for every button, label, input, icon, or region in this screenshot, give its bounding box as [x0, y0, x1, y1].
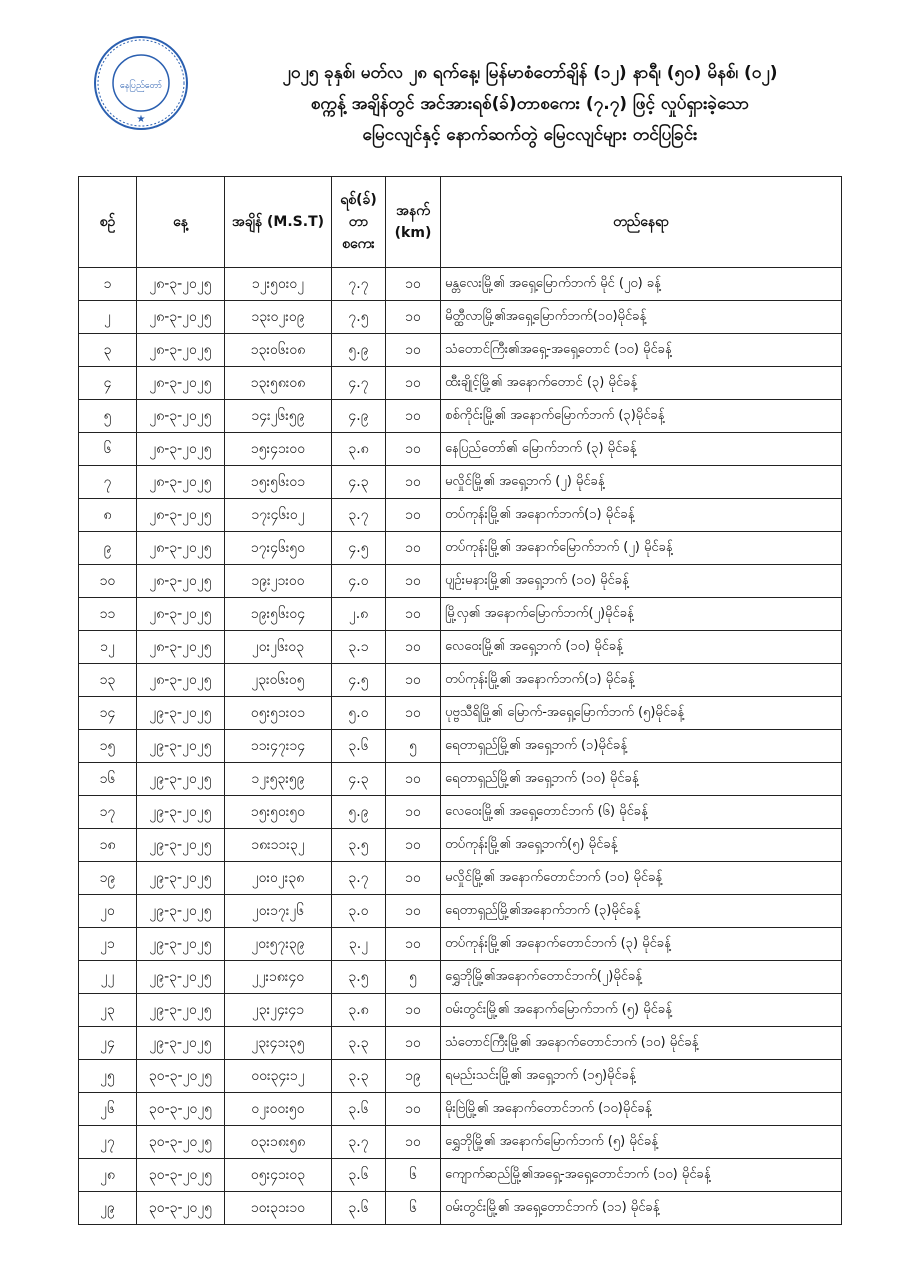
cell-location: တပ်ကုန်းမြို့၏ အနောက်ဘက်(၁) မိုင်ခန့်: [441, 664, 842, 697]
header-magnitude-line-3: စကေး: [342, 236, 375, 252]
official-seal: [92, 34, 190, 132]
cell-no: ၁၃: [79, 664, 137, 697]
cell-depth: ၅: [386, 730, 441, 763]
cell-magnitude: ၄.၉: [332, 400, 386, 433]
cell-time: ၀၅း၅၁း၀၁: [225, 697, 332, 730]
cell-date: ၂၉-၃-၂၀၂၅: [137, 895, 225, 928]
cell-date: ၃၀-၃-၂၀၂၅: [137, 1126, 225, 1159]
cell-location: ရေတာရှည်မြို့၏ အရှေ့ဘက် (၁၀) မိုင်ခန့်: [441, 763, 842, 796]
cell-magnitude: ၃.၆: [332, 1093, 386, 1126]
header-depth-line-1: အနက်: [396, 203, 430, 219]
title-line-2: စက္ကန့် အချိန်တွင် အင်အားရစ်(ခ်)တာစကေး (၇.၇) ဖြင့် လှုပ်ရှားခဲ့သော: [310, 94, 750, 114]
cell-magnitude: ၅.၉: [332, 334, 386, 367]
table-row: [79, 763, 842, 796]
cell-no: ၂: [79, 301, 137, 334]
table-row: [79, 928, 842, 961]
svg-text:★: ★: [136, 114, 146, 125]
cell-depth: ၁၀: [386, 994, 441, 1027]
cell-depth: ၆: [386, 1192, 441, 1225]
cell-no: ၃: [79, 334, 137, 367]
cell-depth: ၁၀: [386, 532, 441, 565]
cell-location: သံတောင်ကြီးမြို့၏ အနောက်တောင်ဘက် (၁၀) မိုင်ခန့်: [441, 1027, 842, 1060]
cell-no: ၂၂: [79, 961, 137, 994]
cell-magnitude: ၂.၈: [332, 598, 386, 631]
table-row: [79, 664, 842, 697]
cell-magnitude: ၃.၃: [332, 1060, 386, 1093]
cell-time: ၀၂း၀၀း၅၀: [225, 1093, 332, 1126]
cell-no: ၂၇: [79, 1126, 137, 1159]
cell-location: နေပြည်တော်၏ မြောက်ဘက် (၃) မိုင်ခန့်: [441, 433, 842, 466]
seal-center-text: နေပြည်တော်: [119, 81, 163, 91]
cell-location: ပုဗ္ဗသီရိမြို့၏ မြောက်-အရှေ့မြောက်ဘက် (၅)မိုင်ခန့်: [441, 697, 842, 730]
cell-magnitude: ၃.၀: [332, 895, 386, 928]
cell-no: ၁၄: [79, 697, 137, 730]
cell-time: ၂၂း၁၈း၄၀: [225, 961, 332, 994]
cell-time: ၂၃း၀၆း၀၅: [225, 664, 332, 697]
cell-depth: ၁၀: [386, 829, 441, 862]
cell-location: ကျောက်ဆည်မြို့၏အရှေ့-အရှေ့တောင်ဘက် (၁၀) မိုင်ခန့်: [441, 1159, 842, 1192]
cell-date: ၂၉-၃-၂၀၂၅: [137, 994, 225, 1027]
header-magnitude-line-1: ရစ်(ခ်): [340, 192, 377, 208]
cell-no: ၂၆: [79, 1093, 137, 1126]
cell-time: ၁၂း၅၃း၅၉: [225, 763, 332, 796]
cell-depth: ၁၀: [386, 565, 441, 598]
cell-time: ၀၀း၃၄း၁၂: [225, 1060, 332, 1093]
cell-magnitude: ၄.၅: [332, 664, 386, 697]
cell-depth: ၁၀: [386, 367, 441, 400]
cell-date: ၂၈-၃-၂၀၂၅: [137, 631, 225, 664]
cell-time: ၂၃း၄၁း၃၅: [225, 1027, 332, 1060]
cell-magnitude: ၇.၅: [332, 301, 386, 334]
cell-time: ၁၃း၀၆း၀၈: [225, 334, 332, 367]
cell-time: ၁၈း၁၁း၃၂: [225, 829, 332, 862]
cell-no: ၂၁: [79, 928, 137, 961]
cell-date: ၂၈-၃-၂၀၂၅: [137, 598, 225, 631]
cell-date: ၂၉-၃-၂၀၂၅: [137, 763, 225, 796]
cell-time: ၁၅း၅၆း၀၁: [225, 466, 332, 499]
cell-time: ၁၉း၅၆း၀၄: [225, 598, 332, 631]
cell-location: တပ်ကုန်းမြို့၏ အနောက်တောင်ဘက် (၃) မိုင်ခန့်: [441, 928, 842, 961]
cell-no: ၁၅: [79, 730, 137, 763]
cell-no: ၁: [79, 268, 137, 301]
cell-time: ၁၇း၄၆း၀၂: [225, 499, 332, 532]
cell-date: ၂၉-၃-၂၀၂၅: [137, 697, 225, 730]
cell-location: တပ်ကုန်းမြို့၏ အရှေ့ဘက်(၅) မိုင်ခန့်: [441, 829, 842, 862]
cell-magnitude: ၃.၆: [332, 1192, 386, 1225]
cell-time: ၁၃း၀၂း၀၉: [225, 301, 332, 334]
cell-no: ၂၅: [79, 1060, 137, 1093]
cell-location: စစ်ကိုင်းမြို့၏ အနောက်မြောက်ဘက် (၃)မိုင်ခန့်: [441, 400, 842, 433]
cell-depth: ၁၀: [386, 1126, 441, 1159]
cell-date: ၂၈-၃-၂၀၂၅: [137, 532, 225, 565]
cell-depth: ၁၀: [386, 763, 441, 796]
table-row: [79, 301, 842, 334]
cell-depth: ၁၀: [386, 664, 441, 697]
cell-date: ၂၉-၃-၂၀၂၅: [137, 796, 225, 829]
table-row: [79, 1093, 842, 1126]
table-row: [79, 1126, 842, 1159]
cell-location: တပ်ကုန်းမြို့၏ အနောက်ဘက်(၁) မိုင်ခန့်: [441, 499, 842, 532]
table-row: [79, 499, 842, 532]
table-row: [79, 1027, 842, 1060]
header-date: နေ့: [137, 177, 225, 268]
cell-date: ၃၀-၃-၂၀၂၅: [137, 1093, 225, 1126]
table-row: [79, 367, 842, 400]
cell-no: ၈: [79, 499, 137, 532]
cell-no: ၇: [79, 466, 137, 499]
cell-depth: ၁၀: [386, 334, 441, 367]
cell-depth: ၆: [386, 1159, 441, 1192]
cell-magnitude: ၃.၆: [332, 1159, 386, 1192]
table-row: [79, 268, 842, 301]
cell-no: ၁၁: [79, 598, 137, 631]
cell-depth: ၁၀: [386, 796, 441, 829]
cell-depth: ၅: [386, 961, 441, 994]
cell-date: ၂၈-၃-၂၀၂၅: [137, 334, 225, 367]
cell-date: ၂၈-၃-၂၀၂၅: [137, 400, 225, 433]
cell-depth: ၁၀: [386, 895, 441, 928]
cell-no: ၂၈: [79, 1159, 137, 1192]
cell-time: ၁၉း၂၁း၀၀: [225, 565, 332, 598]
cell-depth: ၁၀: [386, 697, 441, 730]
cell-magnitude: ၃.၁: [332, 631, 386, 664]
cell-time: ၁၂း၅၀း၀၂: [225, 268, 332, 301]
table-row: [79, 400, 842, 433]
cell-no: ၂၄: [79, 1027, 137, 1060]
cell-time: ၂၀း၂၆း၀၃: [225, 631, 332, 664]
table-row: [79, 433, 842, 466]
cell-date: ၃၀-၃-၂၀၂၅: [137, 1159, 225, 1192]
cell-depth: ၁၀: [386, 268, 441, 301]
cell-date: ၃၀-၃-၂၀၂၅: [137, 1192, 225, 1225]
cell-location: မိတ္ထီလာမြို့၏အရှေ့မြောက်ဘက်(၁၀)မိုင်ခန့်: [441, 301, 842, 334]
cell-magnitude: ၃.၆: [332, 730, 386, 763]
cell-date: ၂၈-၃-၂၀၂၅: [137, 466, 225, 499]
header-time: အချိန် (M.S.T): [225, 177, 332, 268]
header-location: တည်နေရာ: [441, 177, 842, 268]
earthquake-table: [78, 176, 842, 1225]
cell-date: ၂၉-၃-၂၀၂၅: [137, 1027, 225, 1060]
cell-time: ၁၀း၃၁း၁၀: [225, 1192, 332, 1225]
cell-no: ၂၃: [79, 994, 137, 1027]
cell-location: ဝမ်းတွင်းမြို့၏ အနောက်မြောက်ဘက် (၅) မိုင်ခန့်: [441, 994, 842, 1027]
cell-time: ၁၅း၄၁း၀၀: [225, 433, 332, 466]
cell-magnitude: ၃.၅: [332, 829, 386, 862]
cell-location: ရွှေဘိုမြို့၏အနောက်တောင်ဘက်(၂)မိုင်ခန့်: [441, 961, 842, 994]
seal-emblem-icon: [92, 34, 190, 132]
cell-location: ရမည်းသင်းမြို့၏ အရှေ့ဘက် (၁၅)မိုင်ခန့်: [441, 1060, 842, 1093]
cell-location: ရေတာရှည်မြို့၏ အရှေ့ဘက် (၁)မိုင်ခန့်: [441, 730, 842, 763]
cell-location: တပ်ကုန်းမြို့၏ အနောက်မြောက်ဘက် (၂) မိုင်ခန့်: [441, 532, 842, 565]
table-row: [79, 1159, 842, 1192]
cell-magnitude: ၄.၅: [332, 532, 386, 565]
cell-depth: ၁၀: [386, 499, 441, 532]
cell-magnitude: ၄.၇: [332, 367, 386, 400]
cell-depth: ၁၀: [386, 598, 441, 631]
cell-location: ရေတာရှည်မြို့၏အနောက်ဘက် (၃)မိုင်ခန့်: [441, 895, 842, 928]
cell-depth: ၁၉: [386, 1060, 441, 1093]
cell-no: ၁၇: [79, 796, 137, 829]
table-row: [79, 1060, 842, 1093]
cell-magnitude: ၃.၂: [332, 928, 386, 961]
cell-time: ၁၄း၂၆း၅၉: [225, 400, 332, 433]
cell-location: လေဝေးမြို့၏ အရှေ့တောင်ဘက် (၆) မိုင်ခန့်: [441, 796, 842, 829]
cell-depth: ၁၀: [386, 433, 441, 466]
cell-date: ၂၉-၃-၂၀၂၅: [137, 730, 225, 763]
cell-depth: ၁၀: [386, 631, 441, 664]
cell-date: ၃၀-၃-၂၀၂၅: [137, 1060, 225, 1093]
cell-location: ပျဉ်းမနားမြို့၏ အရှေ့ဘက် (၁၀) မိုင်ခန့်: [441, 565, 842, 598]
header-no: စဉ်: [79, 177, 137, 268]
cell-location: မန္တလေးမြို့၏ အရှေ့မြောက်ဘက် မိုင် (၂၀) ခန့်: [441, 268, 842, 301]
cell-magnitude: ၅.၀: [332, 697, 386, 730]
cell-date: ၂၈-၃-၂၀၂၅: [137, 268, 225, 301]
table-row: [79, 565, 842, 598]
table-row: [79, 1192, 842, 1225]
cell-location: မိုးဗြဲမြို့၏ အနောက်တောင်ဘက် (၁၀)မိုင်ခန့်: [441, 1093, 842, 1126]
cell-date: ၂၈-၃-၂၀၂၅: [137, 565, 225, 598]
cell-time: ၂၃း၂၄း၄၁: [225, 994, 332, 1027]
cell-time: ၂၀း၁၇း၂၆: [225, 895, 332, 928]
cell-magnitude: ၄.၀: [332, 565, 386, 598]
cell-location: ထီးချိုင့်မြို့၏ အနောက်တောင် (၃) မိုင်ခန့်: [441, 367, 842, 400]
document-title: [205, 58, 855, 151]
cell-no: ၁၆: [79, 763, 137, 796]
cell-date: ၂၈-၃-၂၀၂၅: [137, 367, 225, 400]
cell-location: လေဝေးမြို့၏ အရှေ့ဘက် (၁၀) မိုင်ခန့်: [441, 631, 842, 664]
cell-no: ၂၉: [79, 1192, 137, 1225]
title-line-1: ၂၀၂၅ ခုနှစ်၊ မတ်လ ၂၈ ရက်နေ့၊ မြန်မာစံတော်ချိန် (၁၂) နာရီ၊ (၅၀) မိနစ်၊ (၀၂): [282, 63, 778, 83]
title-line-3: မြေငလျင်နှင့် နောက်ဆက်တွဲ မြေငလျင်များ တင်ပြခြင်း: [362, 125, 698, 145]
cell-location: ရွှေဘိုမြို့၏ အနောက်မြောက်ဘက် (၅) မိုင်ခန့်: [441, 1126, 842, 1159]
cell-time: ၂၀း၀၂း၃၈: [225, 862, 332, 895]
cell-no: ၁၈: [79, 829, 137, 862]
cell-time: ၁၃း၅၈း၀၈: [225, 367, 332, 400]
cell-magnitude: ၅.၉: [332, 796, 386, 829]
table-row: [79, 829, 842, 862]
cell-time: ၀၅း၄၁း၀၃: [225, 1159, 332, 1192]
cell-magnitude: ၇.၇: [332, 268, 386, 301]
cell-location: မြို့လှ၏ အနောက်မြောက်ဘက်(၂)မိုင်ခန့်: [441, 598, 842, 631]
cell-magnitude: ၃.၇: [332, 862, 386, 895]
cell-date: ၂၉-၃-၂၀၂၅: [137, 928, 225, 961]
table-row: [79, 598, 842, 631]
cell-depth: ၁၀: [386, 1027, 441, 1060]
cell-time: ၂၀း၅၇း၃၉: [225, 928, 332, 961]
cell-date: ၂၉-၃-၂၀၂၅: [137, 961, 225, 994]
cell-location: သံတောင်ကြီး၏အရှေ့-အရှေ့တောင် (၁၀) မိုင်ခန့်: [441, 334, 842, 367]
cell-date: ၂၉-၃-၂၀၂၅: [137, 829, 225, 862]
cell-magnitude: ၃.၅: [332, 961, 386, 994]
table-row: [79, 796, 842, 829]
table-row: [79, 532, 842, 565]
cell-time: ၁၇း၄၆း၅၀: [225, 532, 332, 565]
cell-depth: ၁၀: [386, 862, 441, 895]
header-magnitude: [332, 177, 386, 268]
header-depth: [386, 177, 441, 268]
table-row: [79, 895, 842, 928]
cell-location: မလှိုင်မြို့၏ အနောက်တောင်ဘက် (၁၀) မိုင်ခန့်: [441, 862, 842, 895]
table-row: [79, 466, 842, 499]
cell-no: ၄: [79, 367, 137, 400]
cell-time: ၀၃း၁၈း၅၈: [225, 1126, 332, 1159]
cell-magnitude: ၃.၃: [332, 1027, 386, 1060]
cell-no: ၆: [79, 433, 137, 466]
cell-location: ဝမ်းတွင်းမြို့၏ အရှေ့တောင်ဘက် (၁၁) မိုင်ခန့်: [441, 1192, 842, 1225]
cell-no: ၁၉: [79, 862, 137, 895]
cell-magnitude: ၄.၃: [332, 763, 386, 796]
cell-date: ၂၈-၃-၂၀၂၅: [137, 433, 225, 466]
cell-no: ၅: [79, 400, 137, 433]
cell-time: ၁၁း၄၇း၁၄: [225, 730, 332, 763]
table-row: [79, 961, 842, 994]
cell-depth: ၁၀: [386, 928, 441, 961]
table-row: [79, 994, 842, 1027]
cell-no: ၉: [79, 532, 137, 565]
cell-magnitude: ၄.၃: [332, 466, 386, 499]
cell-time: ၁၅း၅၀း၅၀: [225, 796, 332, 829]
table-row: [79, 334, 842, 367]
header-magnitude-line-2: တာ: [348, 214, 369, 230]
cell-depth: ၁၀: [386, 301, 441, 334]
cell-magnitude: ၃.၇: [332, 499, 386, 532]
cell-magnitude: ၃.၈: [332, 994, 386, 1027]
cell-magnitude: ၃.၈: [332, 433, 386, 466]
header-depth-line-2: (km): [394, 225, 432, 241]
cell-date: ၂၈-၃-၂၀၂၅: [137, 499, 225, 532]
cell-location: မလှိုင်မြို့၏ အရှေ့ဘက် (၂) မိုင်ခန့်: [441, 466, 842, 499]
cell-date: ၂၈-၃-၂၀၂၅: [137, 664, 225, 697]
cell-magnitude: ၃.၇: [332, 1126, 386, 1159]
cell-no: ၁၀: [79, 565, 137, 598]
cell-date: ၂၈-၃-၂၀၂၅: [137, 301, 225, 334]
table-header-row: [79, 177, 842, 268]
cell-depth: ၁၀: [386, 1093, 441, 1126]
table-row: [79, 631, 842, 664]
table-row: [79, 730, 842, 763]
cell-date: ၂၉-၃-၂၀၂၅: [137, 862, 225, 895]
cell-depth: ၁၀: [386, 400, 441, 433]
cell-depth: ၁၀: [386, 466, 441, 499]
table-row: [79, 697, 842, 730]
cell-no: ၂၀: [79, 895, 137, 928]
table-row: [79, 862, 842, 895]
cell-no: ၁၂: [79, 631, 137, 664]
